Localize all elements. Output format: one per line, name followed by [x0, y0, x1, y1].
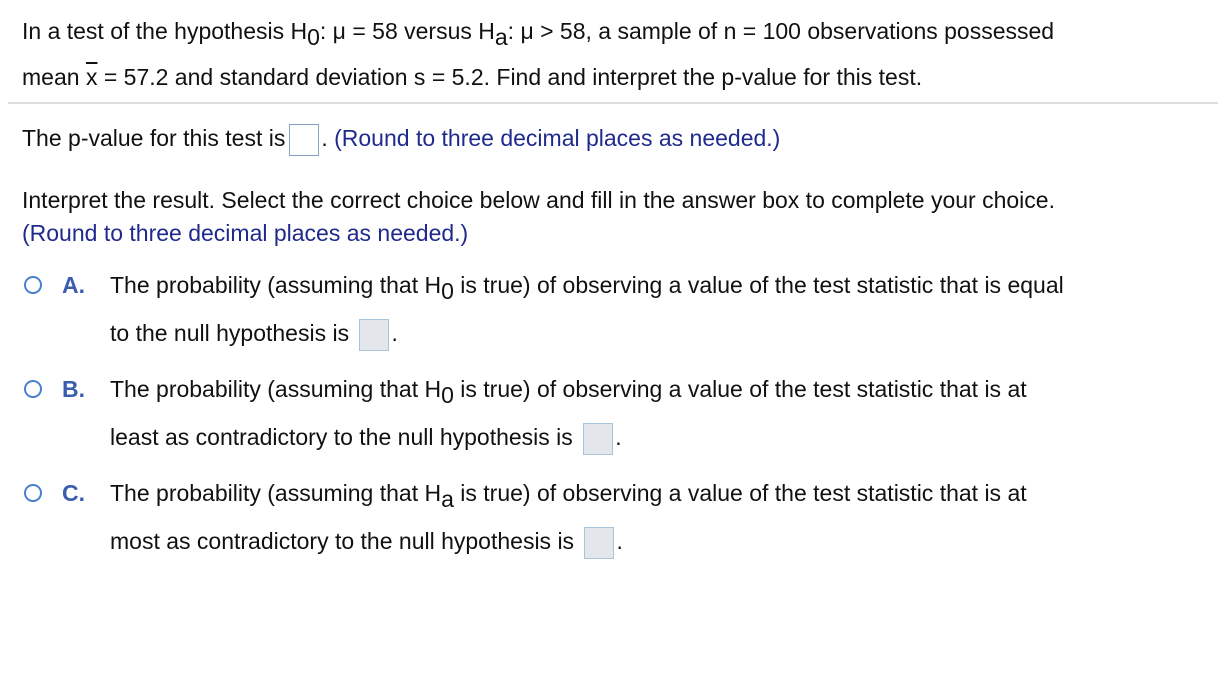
choice-a-line-2: to the null hypothesis is . [110, 315, 398, 351]
choice-c-line-1: The probability (assuming that $H_a$ is true) of observing a value of the test statistic that is at [110, 480, 1027, 512]
choice-b-line-1: The probability (assuming that $H_0$ is true) of observing a value of the test statistic that is at [110, 376, 1027, 408]
choice-b[interactable] [24, 371, 1204, 461]
choice-c-answer-box[interactable] [584, 527, 614, 559]
question-line-1: In a test of the hypothesis $H_0$: μ = 58 versus $H_a$: μ > 58, a sample of n = 100 observations possessed [22, 18, 1055, 50]
choice-c[interactable] [24, 475, 1204, 565]
pvalue-rounding-hint: (Round to three decimal places as needed.) [334, 125, 781, 151]
subscript-a: a [494, 24, 508, 50]
interpret-instructions [22, 184, 1055, 250]
pvalue-label: The p-value for this test is [22, 125, 286, 151]
choice-b-line-2: least as contradictory to the null hypothesis is . [110, 419, 622, 455]
choice-b-letter: B. [62, 376, 85, 402]
choice-c-line-2: most as contradictory to the null hypothesis is . [110, 523, 623, 559]
subscript-0: 0 [307, 24, 320, 50]
choice-a-answer-box[interactable] [359, 319, 389, 351]
choice-a-letter: A. [62, 272, 85, 298]
choice-b-answer-box[interactable] [583, 423, 613, 455]
choice-a[interactable] [24, 267, 1204, 357]
section-divider [8, 102, 1218, 104]
radio-choice-b[interactable] [24, 380, 42, 398]
interpret-rounding-hint: (Round to three decimal places as needed.) [22, 220, 469, 246]
pvalue-row: The p-value for this test is . (Round to three decimal places as needed.) [22, 119, 780, 157]
question-text [22, 8, 1202, 100]
x-bar-symbol: $\overline{x}$ [85, 64, 98, 90]
radio-choice-c[interactable] [24, 484, 42, 502]
choice-a-line-1: The probability (assuming that $H_0$ is true) of observing a value of the test statistic that is equal [110, 272, 1064, 304]
pvalue-answer-box[interactable] [289, 124, 319, 156]
question-line-2: mean $\overline{x} = 57.2$ and standard deviation s = 5.2. Find and interpret the p-value for this test. [22, 64, 923, 90]
interpret-instruction-text: Interpret the result. Select the correct choice below and fill in the answer box to complete your choice. [22, 187, 1055, 213]
radio-choice-a[interactable] [24, 276, 42, 294]
choice-c-letter: C. [62, 480, 85, 506]
